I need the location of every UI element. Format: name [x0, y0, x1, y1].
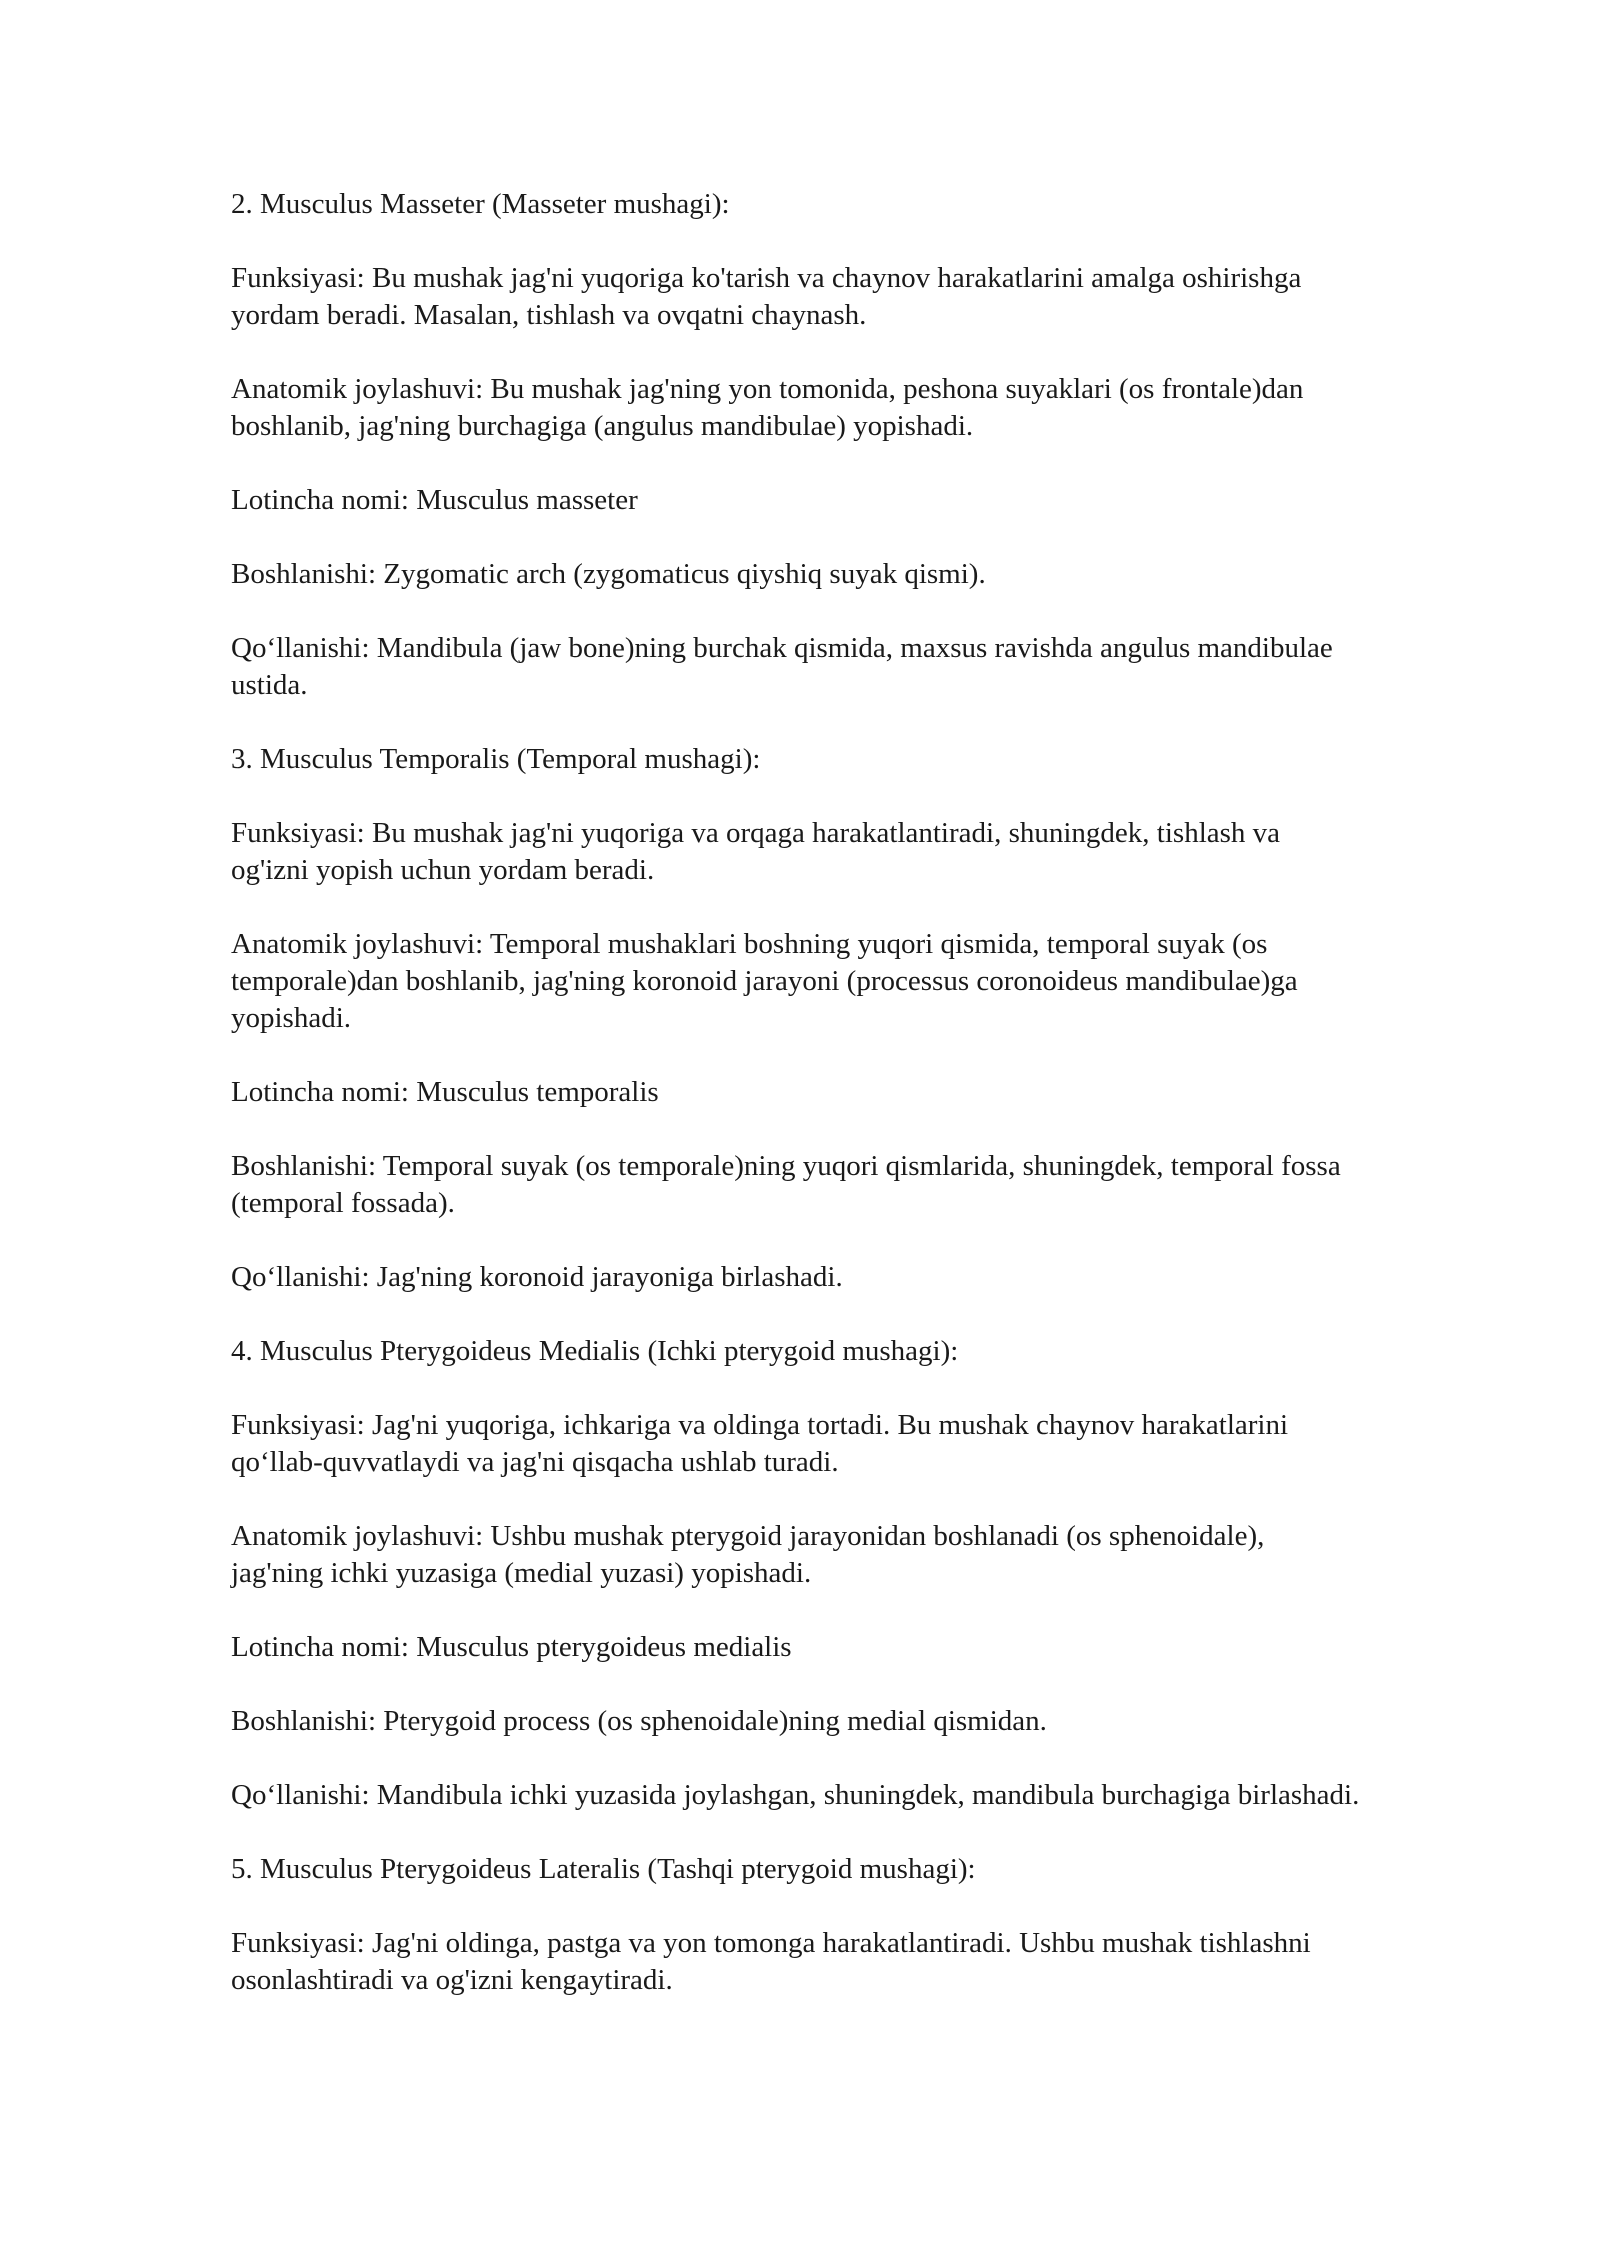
text-line: 2. Musculus Masseter (Masseter mushagi):	[231, 188, 730, 220]
paragraph	[231, 1333, 1511, 1370]
text-line: boshlanib, jag'ning burchagiga (angulus mandibulae) yopishadi.	[231, 410, 974, 442]
paragraph	[231, 1629, 1511, 1666]
paragraph	[231, 482, 1511, 519]
text-line: Qo‘llanishi: Mandibula (jaw bone)ning burchak qismida, maxsus ravishda angulus mandibulae	[231, 632, 1333, 664]
paragraph	[231, 1407, 1511, 1481]
text-line: Qo‘llanishi: Mandibula ichki yuzasida joylashgan, shuningdek, mandibula burchagiga birlashadi.	[231, 1779, 1360, 1811]
text-line: jag'ning ichki yuzasiga (medial yuzasi) yopishadi.	[231, 1557, 812, 1589]
text-line: ustida.	[231, 669, 308, 701]
document-body	[231, 186, 1511, 2036]
text-line: yordam beradi. Masalan, tishlash va ovqatni chaynash.	[231, 299, 867, 331]
paragraph	[231, 186, 1511, 223]
paragraph	[231, 815, 1511, 889]
text-line: Boshlanishi: Pterygoid process (os sphenoidale)ning medial qismidan.	[231, 1705, 1047, 1737]
text-line: yopishadi.	[231, 1002, 352, 1034]
paragraph	[231, 630, 1511, 704]
paragraph	[231, 1851, 1511, 1888]
paragraph	[231, 1518, 1511, 1592]
text-line: qo‘llab-quvvatlaydi va jag'ni qisqacha ushlab turadi.	[231, 1446, 839, 1478]
text-line: Funksiyasi: Bu mushak jag'ni yuqoriga va orqaga harakatlantiradi, shuningdek, tishlash va	[231, 817, 1281, 849]
text-line: osonlashtiradi va og'izni kengaytiradi.	[231, 1964, 673, 1996]
text-line: Anatomik joylashuvi: Bu mushak jag'ning yon tomonida, peshona suyaklari (os frontale)dan	[231, 373, 1304, 405]
paragraph	[231, 1703, 1511, 1740]
paragraph	[231, 1777, 1511, 1814]
text-line: 3. Musculus Temporalis (Temporal mushagi):	[231, 743, 761, 775]
text-line: Lotincha nomi: Musculus masseter	[231, 484, 638, 516]
paragraph	[231, 741, 1511, 778]
text-line: Qo‘llanishi: Jag'ning koronoid jarayoniga birlashadi.	[231, 1261, 843, 1293]
text-line: Anatomik joylashuvi: Ushbu mushak pterygoid jarayonidan boshlanadi (os sphenoidale),	[231, 1520, 1265, 1552]
text-line: Anatomik joylashuvi: Temporal mushaklari boshning yuqori qismida, temporal suyak (os	[231, 928, 1268, 960]
paragraph	[231, 1074, 1511, 1111]
text-line: Lotincha nomi: Musculus pterygoideus medialis	[231, 1631, 792, 1663]
paragraph	[231, 1259, 1511, 1296]
text-line: 5. Musculus Pterygoideus Lateralis (Tashqi pterygoid mushagi):	[231, 1853, 976, 1885]
paragraph	[231, 1148, 1511, 1222]
paragraph	[231, 556, 1511, 593]
text-line: og'izni yopish uchun yordam beradi.	[231, 854, 655, 886]
paragraph	[231, 260, 1511, 334]
paragraph	[231, 371, 1511, 445]
text-line: (temporal fossada).	[231, 1187, 455, 1219]
text-line: temporale)dan boshlanib, jag'ning koronoid jarayoni (processus coronoideus mandibulae)ga	[231, 965, 1298, 997]
paragraph	[231, 926, 1511, 1037]
text-line: Boshlanishi: Zygomatic arch (zygomaticus qiyshiq suyak qismi).	[231, 558, 986, 590]
text-line: Funksiyasi: Jag'ni oldinga, pastga va yon tomonga harakatlantiradi. Ushbu mushak tishlashni	[231, 1927, 1311, 1959]
text-line: Funksiyasi: Bu mushak jag'ni yuqoriga ko'tarish va chaynov harakatlarini amalga oshirishga	[231, 262, 1302, 294]
paragraph	[231, 1925, 1511, 1999]
text-line: Lotincha nomi: Musculus temporalis	[231, 1076, 659, 1108]
text-line: 4. Musculus Pterygoideus Medialis (Ichki pterygoid mushagi):	[231, 1335, 959, 1367]
text-line: Funksiyasi: Jag'ni yuqoriga, ichkariga va oldinga tortadi. Bu mushak chaynov harakatlarini	[231, 1409, 1289, 1441]
text-line: Boshlanishi: Temporal suyak (os temporale)ning yuqori qismlarida, shuningdek, temporal fossa	[231, 1150, 1341, 1182]
